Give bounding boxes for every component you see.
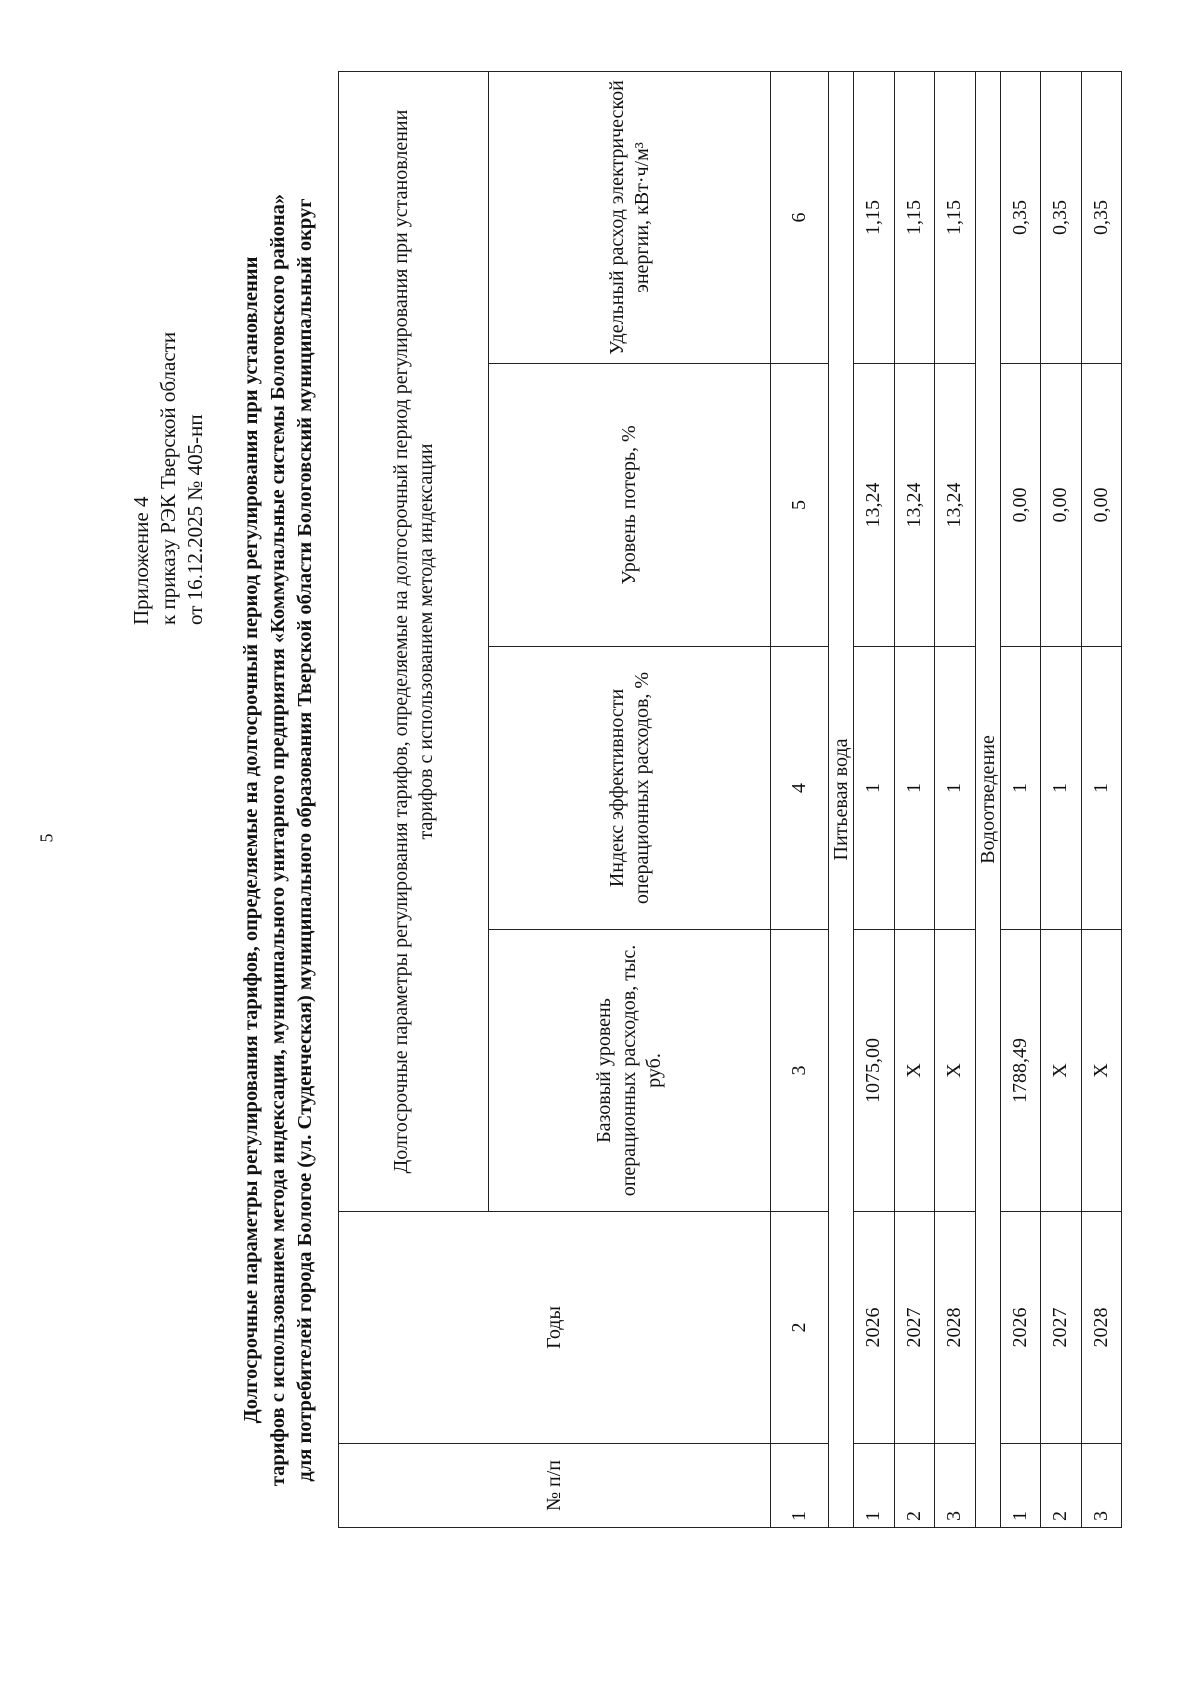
cell-num: 2 — [1041, 1444, 1082, 1528]
cell-eff: 1 — [894, 647, 935, 930]
title-line-2: тарифов с использованием метода индексации, муниципального унитарного предприятия «Коммунальные системы Бологовского района» — [267, 193, 289, 1487]
header-losses: Уровень потерь, % — [489, 364, 771, 647]
appendix-line-1: Приложение 4 — [129, 496, 153, 625]
cell-energy: 0,35 — [1081, 71, 1122, 363]
title-line-3: для потребителей города Бологое (ул. Студенческая) муниципального образования Тверской области Бологовский муниципальный округ — [294, 198, 316, 1482]
col-number-6: 6 — [771, 71, 829, 363]
cell-base: Х — [1041, 930, 1082, 1212]
cell-loss: 13,24 — [894, 364, 935, 647]
cell-base: Х — [894, 930, 935, 1212]
table-row — [854, 71, 895, 1527]
cell-num: 2 — [894, 1444, 935, 1528]
cell-energy: 0,35 — [1000, 71, 1041, 363]
header-years: Годы — [339, 1212, 771, 1444]
cell-num: 1 — [854, 1444, 895, 1528]
col-number-2: 2 — [771, 1212, 829, 1444]
cell-num: 3 — [935, 1444, 976, 1528]
cell-loss: 13,24 — [935, 364, 976, 647]
appendix-line-3: от 16.12.2025 № 405-нп — [183, 414, 207, 625]
rotated-page — [0, 50, 1180, 1580]
cell-energy: 1,15 — [894, 71, 935, 363]
parameters-table — [338, 71, 1122, 1528]
cell-eff: 1 — [854, 647, 895, 930]
section-title-wastewater: Водоотведение — [975, 71, 1000, 1527]
header-group: Долгосрочные параметры регулирования тарифов, определяемые на долгосрочный период регулирования при установлении тарифов с использованием метода индексации — [339, 71, 489, 1211]
header-energy: Удельный расход электрической энергии, кВт·ч/м³ — [489, 71, 771, 363]
title-line-1: Долгосрочные параметры регулирования тарифов, определяемые на долгосрочный период регулирования при установлении — [240, 256, 262, 1424]
cell-year: 2028 — [1081, 1212, 1122, 1444]
document-title — [238, 140, 319, 1540]
cell-num: 1 — [1000, 1444, 1041, 1528]
cell-base: Х — [935, 930, 976, 1212]
cell-year: 2027 — [894, 1212, 935, 1444]
page-number: 5 — [36, 833, 57, 843]
header-efficiency: Индекс эффективности операционных расходов, % — [489, 647, 771, 930]
table-row — [1041, 71, 1082, 1527]
cell-eff: 1 — [935, 647, 976, 930]
section-title-drinking-water: Питьевая вода — [829, 71, 854, 1527]
table-row — [935, 71, 976, 1527]
cell-eff: 1 — [1041, 647, 1082, 930]
table-row — [894, 71, 935, 1527]
cell-base: 1075,00 — [854, 930, 895, 1212]
cell-base: Х — [1081, 930, 1122, 1212]
cell-num: 3 — [1081, 1444, 1122, 1528]
table-row — [1081, 71, 1122, 1527]
col-number-3: 3 — [771, 930, 829, 1212]
table-row — [1000, 71, 1041, 1527]
cell-year: 2027 — [1041, 1212, 1082, 1444]
col-number-4: 4 — [771, 647, 829, 930]
cell-eff: 1 — [1000, 647, 1041, 930]
cell-year: 2026 — [854, 1212, 895, 1444]
appendix-line-2: к приказу РЭК Тверской области — [156, 331, 180, 625]
cell-loss: 0,00 — [1000, 364, 1041, 647]
cell-loss: 0,00 — [1081, 364, 1122, 647]
cell-loss: 13,24 — [854, 364, 895, 647]
cell-energy: 1,15 — [935, 71, 976, 363]
cell-energy: 0,35 — [1041, 71, 1082, 363]
cell-eff: 1 — [1081, 647, 1122, 930]
header-base-level: Базовый уровень операционных расходов, тыс. руб. — [489, 930, 771, 1212]
col-number-1: 1 — [771, 1444, 829, 1528]
header-num: № п/п — [339, 1444, 771, 1528]
col-number-5: 5 — [771, 364, 829, 647]
cell-base: 1788,49 — [1000, 930, 1041, 1212]
cell-year: 2026 — [1000, 1212, 1041, 1444]
cell-energy: 1,15 — [854, 71, 895, 363]
appendix-block — [128, 332, 209, 625]
cell-year: 2028 — [935, 1212, 976, 1444]
cell-loss: 0,00 — [1041, 364, 1082, 647]
